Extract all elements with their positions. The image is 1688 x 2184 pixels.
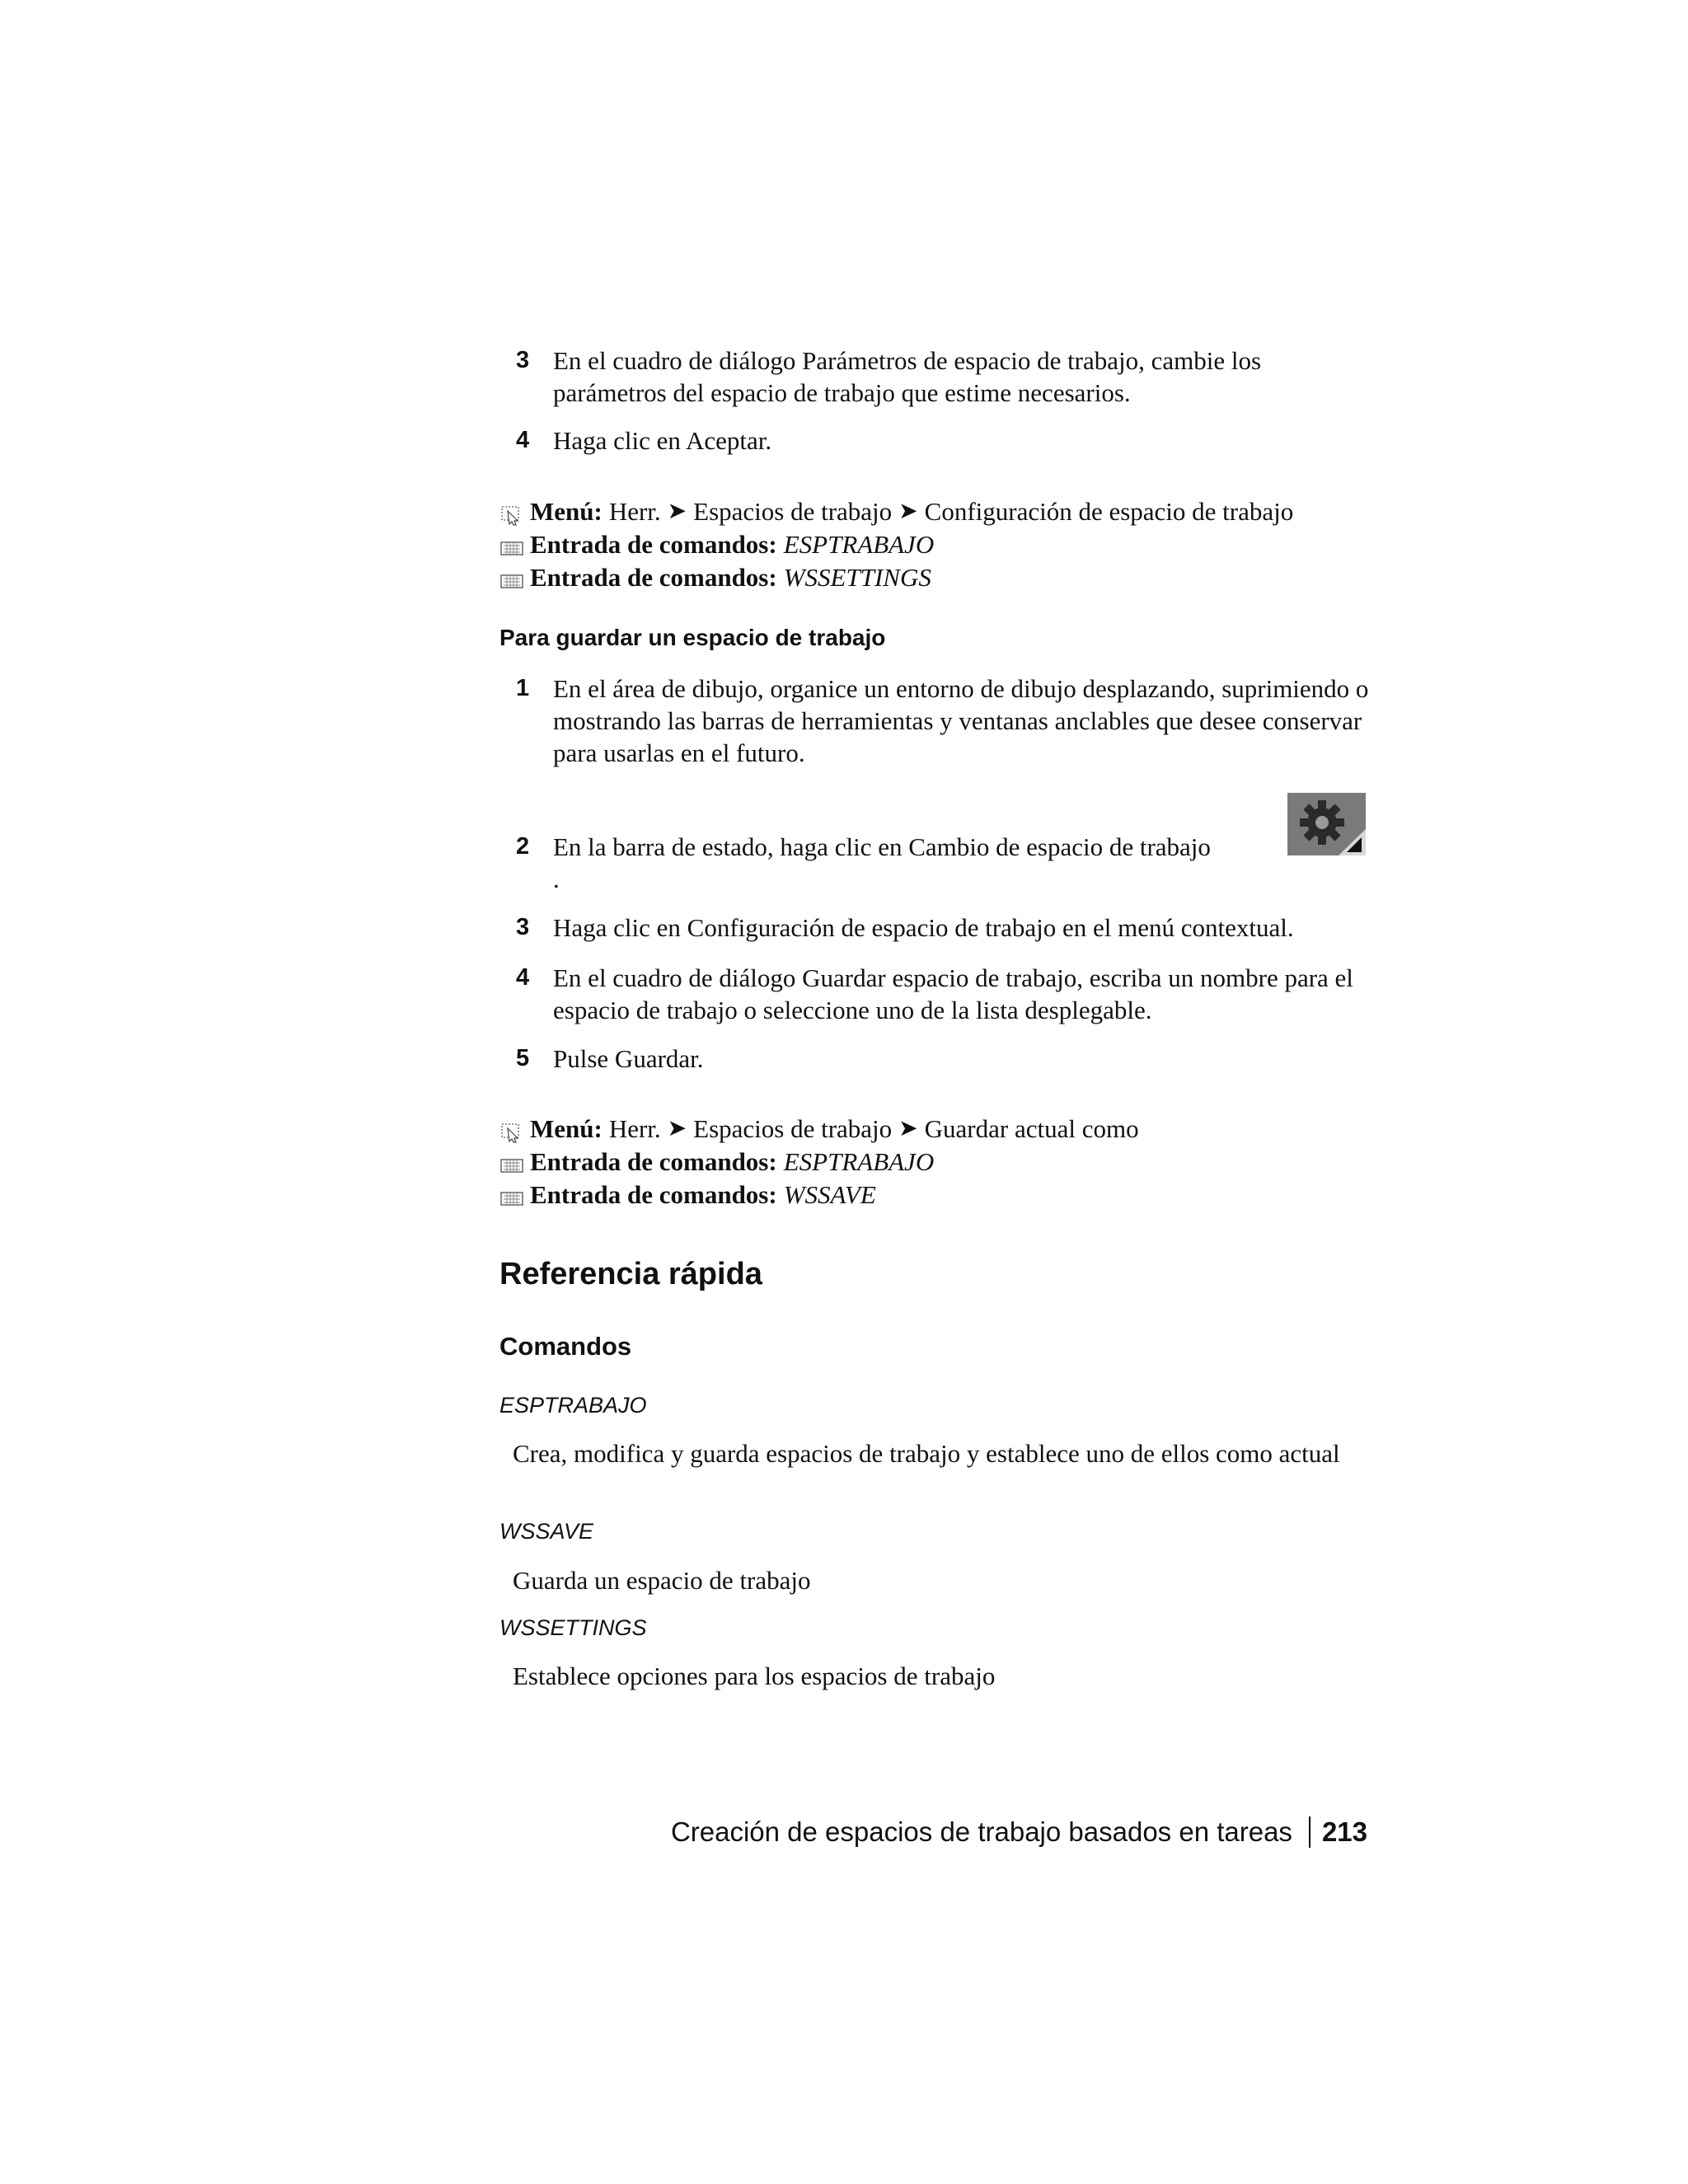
step-number: 5	[516, 1045, 530, 1071]
command-entry-row	[499, 1179, 1139, 1212]
step-number: 3	[516, 914, 530, 940]
page-number: 213	[1321, 1816, 1367, 1847]
access-methods-save	[499, 1113, 1139, 1212]
menu-label: Menú:	[530, 1114, 603, 1143]
command-ref-desc: Guarda un espacio de trabajo	[513, 1566, 811, 1595]
command-entry-label: Entrada de comandos:	[530, 1147, 777, 1176]
arrow-icon: ➤	[667, 499, 687, 524]
commands-heading: Comandos	[499, 1332, 632, 1361]
step-number: 2	[516, 833, 530, 860]
menu-path-item: Herr.	[608, 497, 661, 526]
command-ref-name: WSSAVE	[499, 1519, 594, 1544]
page-footer	[671, 1816, 1367, 1848]
keyboard-icon	[499, 567, 524, 588]
step-text: Haga clic en Configuración de espacio de trabajo en el menú contextual.	[553, 913, 1294, 942]
step-text-tail: .	[553, 865, 560, 893]
arrow-icon: ➤	[898, 499, 918, 524]
step-number: 4	[516, 964, 530, 991]
step-text: En la barra de estado, haga clic en Cambio de espacio de trabajo	[553, 832, 1211, 861]
command-name: WSSETTINGS	[783, 563, 931, 592]
procedure-title: Para guardar un espacio de trabajo	[499, 625, 886, 650]
step-text: En el cuadro de diálogo Parámetros de espacio de trabajo, cambie los parámetros del espacio de trabajo que estime necesarios.	[553, 346, 1262, 407]
menu-path-item: Herr.	[608, 1114, 661, 1143]
access-methods-configure	[499, 495, 1293, 594]
keyboard-icon	[499, 1151, 524, 1173]
command-ref-desc: Establece opciones para los espacios de trabajo	[513, 1661, 996, 1690]
step-text: Haga clic en Aceptar.	[553, 426, 772, 455]
arrow-icon: ➤	[667, 1116, 687, 1141]
command-ref-name: ESPTRABAJO	[499, 1393, 647, 1418]
step-text: Pulse Guardar.	[553, 1044, 704, 1073]
step-number: 1	[516, 675, 530, 701]
quick-reference-heading: Referencia rápida	[499, 1257, 762, 1291]
step-number: 3	[516, 347, 530, 373]
command-entry-row	[499, 528, 1293, 561]
gear-icon	[1287, 793, 1366, 855]
command-name: ESPTRABAJO	[783, 530, 935, 559]
menu-path-item: Configuración de espacio de trabajo	[924, 497, 1294, 526]
command-entry-row	[499, 561, 1293, 594]
command-ref-desc: Crea, modifica y guarda espacios de trabajo y establece uno de ellos como actual	[513, 1439, 1340, 1468]
keyboard-icon	[499, 1184, 524, 1206]
command-name: ESPTRABAJO	[783, 1147, 935, 1176]
step-text: En el cuadro de diálogo Guardar espacio de trabajo, escriba un nombre para el espacio de trabajo o seleccione uno de la lista desplegable.	[553, 963, 1353, 1024]
menu-path-item: Espacios de trabajo	[693, 497, 893, 526]
step-number: 4	[516, 427, 530, 453]
menu-path-item: Espacios de trabajo	[693, 1114, 893, 1143]
menu-access-row	[499, 1113, 1139, 1146]
command-entry-row	[499, 1146, 1139, 1179]
command-ref-name: WSSETTINGS	[499, 1615, 647, 1640]
menu-label: Menú:	[530, 497, 603, 526]
command-entry-label: Entrada de comandos:	[530, 563, 777, 592]
arrow-icon: ➤	[898, 1116, 918, 1141]
menu-icon	[499, 1118, 524, 1140]
command-entry-label: Entrada de comandos:	[530, 1180, 777, 1209]
menu-path-item: Guardar actual como	[924, 1114, 1139, 1143]
chapter-title: Creación de espacios de trabajo basados en tareas	[670, 1816, 1292, 1847]
footer-divider	[1309, 1816, 1311, 1848]
command-name: WSSAVE	[783, 1180, 876, 1209]
menu-access-row	[499, 495, 1293, 528]
keyboard-icon	[499, 534, 524, 555]
menu-icon	[499, 501, 524, 523]
step-text: En el área de dibujo, organice un entorno de dibujo desplazando, suprimiendo o mostrando las barras de herramientas y ventanas anclables que desee conservar para usarlas en el futuro.	[553, 674, 1369, 767]
command-entry-label: Entrada de comandos:	[530, 530, 777, 559]
